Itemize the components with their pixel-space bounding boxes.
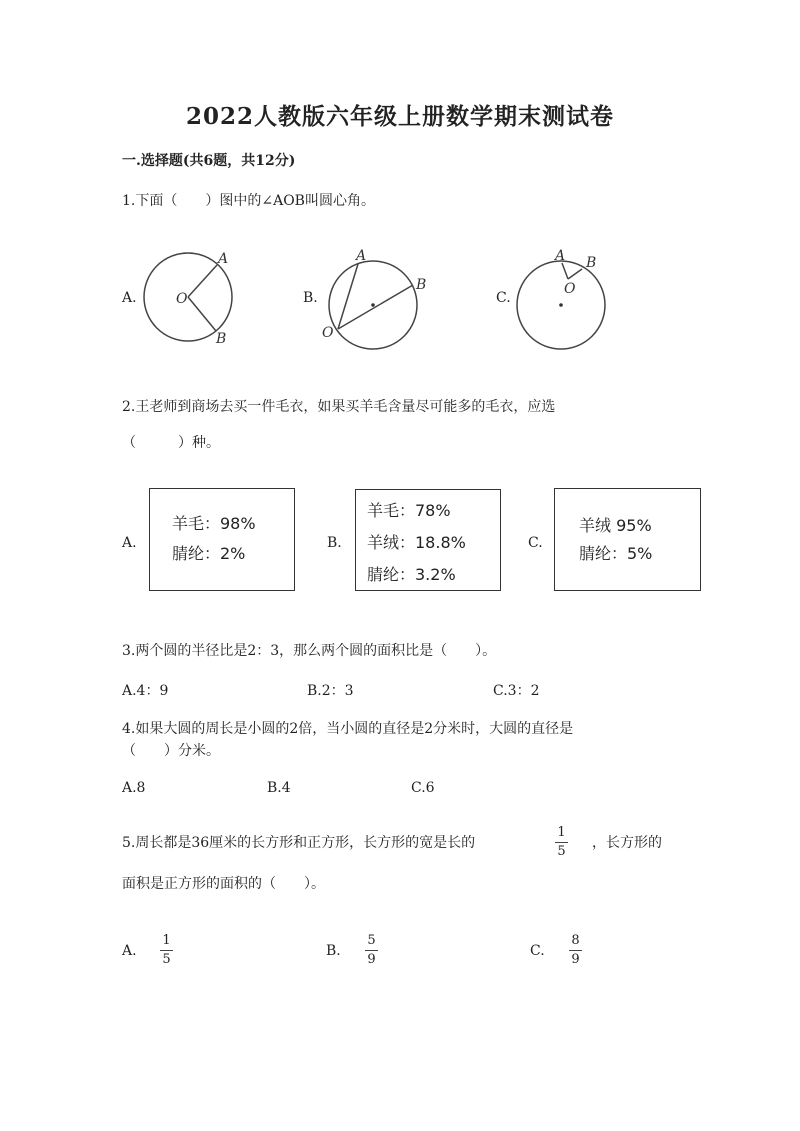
q2-option-a-box — [149, 488, 295, 591]
q5-option-b-label: B. — [326, 943, 341, 959]
fraction-bar — [569, 950, 582, 951]
q2-c-line-2: 腈纶：5% — [579, 544, 653, 563]
question-1-text: 1.下面（ ）图中的∠AOB叫圆心角。 — [122, 193, 375, 209]
question-5-line-2: 面积是正方形的面积的（ ）。 — [122, 876, 325, 892]
q1-diagram-a — [140, 245, 250, 350]
fraction-numerator: 1 — [162, 933, 171, 948]
fraction-bar — [365, 950, 378, 951]
q5-inline-fraction — [555, 826, 568, 859]
fraction-denominator: 9 — [367, 952, 376, 967]
q2-a-line-2: 腈纶：2% — [172, 544, 246, 563]
q5-option-c-fraction — [569, 934, 582, 967]
fraction-numerator: 8 — [571, 933, 580, 948]
q5-option-c-label: C. — [530, 943, 545, 959]
point-label-b: B — [216, 331, 227, 347]
fraction-denominator: 9 — [571, 952, 580, 967]
fraction-numerator: 1 — [557, 825, 566, 840]
q2-b-line-1: 羊毛：78% — [367, 501, 451, 520]
q2-a-line-1: 羊毛：98% — [172, 514, 256, 533]
q2-option-b-box — [355, 489, 501, 591]
q3-option-b: B.2：3 — [307, 683, 354, 699]
question-4-line-2: （ ）分米。 — [122, 743, 220, 759]
q1-diagram-b — [318, 245, 433, 355]
question-2-line-2: （ ）种。 — [122, 435, 220, 451]
line-oa — [562, 263, 568, 279]
q1-option-a-label: A. — [122, 290, 137, 306]
q5-option-b-fraction — [365, 934, 378, 967]
q4-option-a: A.8 — [122, 780, 146, 796]
q2-option-b-label: B. — [327, 535, 342, 551]
q4-option-c: C.6 — [411, 780, 435, 796]
line-ob — [568, 269, 582, 279]
point-label-a: A — [356, 248, 367, 264]
q1-option-b-label: B. — [303, 290, 318, 306]
page-title: 2022人教版六年级上册数学期末测试卷 — [185, 103, 614, 130]
point-label-b: B — [416, 277, 427, 293]
q2-option-c-label: C. — [528, 535, 543, 551]
fraction-bar — [160, 950, 173, 951]
point-label-o: O — [322, 325, 334, 341]
point-label-o: O — [564, 281, 576, 297]
point-label-a: A — [218, 251, 229, 267]
point-label-b: B — [586, 255, 597, 271]
fraction-numerator: 5 — [367, 933, 376, 948]
q2-option-a-label: A. — [122, 535, 137, 551]
question-5-line-1a: 5.周长都是36厘米的长方形和正方形，长方形的宽是长的 — [122, 835, 476, 851]
q2-b-line-3: 腈纶：3.2% — [367, 565, 456, 584]
point-label-a: A — [555, 248, 566, 264]
q4-option-b: B.4 — [267, 780, 291, 796]
center-dot — [559, 303, 563, 307]
fraction-denominator: 5 — [557, 844, 566, 859]
fraction-denominator: 5 — [162, 952, 171, 967]
q3-option-a: A.4：9 — [122, 683, 169, 699]
question-3-text: 3.两个圆的半径比是2：3，那么两个圆的面积比是（ ）。 — [122, 643, 497, 659]
question-2-line-1: 2.王老师到商场去买一件毛衣，如果买羊毛含量尽可能多的毛衣，应选 — [122, 399, 556, 415]
q5-option-a-label: A. — [122, 943, 137, 959]
question-4-line-1: 4.如果大圆的周长是小圆的2倍，当小圆的直径是2分米时，大圆的直径是 — [122, 721, 574, 737]
point-label-o: O — [176, 291, 188, 307]
radius-oa — [188, 265, 217, 297]
section-heading: 一.选择题(共6题，共12分) — [122, 153, 296, 169]
q1-diagram-c — [512, 245, 617, 355]
q5-option-a-fraction — [160, 934, 173, 967]
q1-option-c-label: C. — [496, 290, 511, 306]
q2-option-c-box — [554, 488, 701, 591]
question-5-line-1b: ，长方形的 — [592, 835, 662, 851]
fraction-bar — [555, 842, 568, 843]
radius-ob — [188, 297, 216, 331]
q2-c-line-1: 羊绒 95% — [579, 516, 652, 535]
center-dot — [371, 303, 375, 307]
q3-option-c: C.3：2 — [493, 683, 540, 699]
q2-b-line-2: 羊绒：18.8% — [367, 533, 466, 552]
